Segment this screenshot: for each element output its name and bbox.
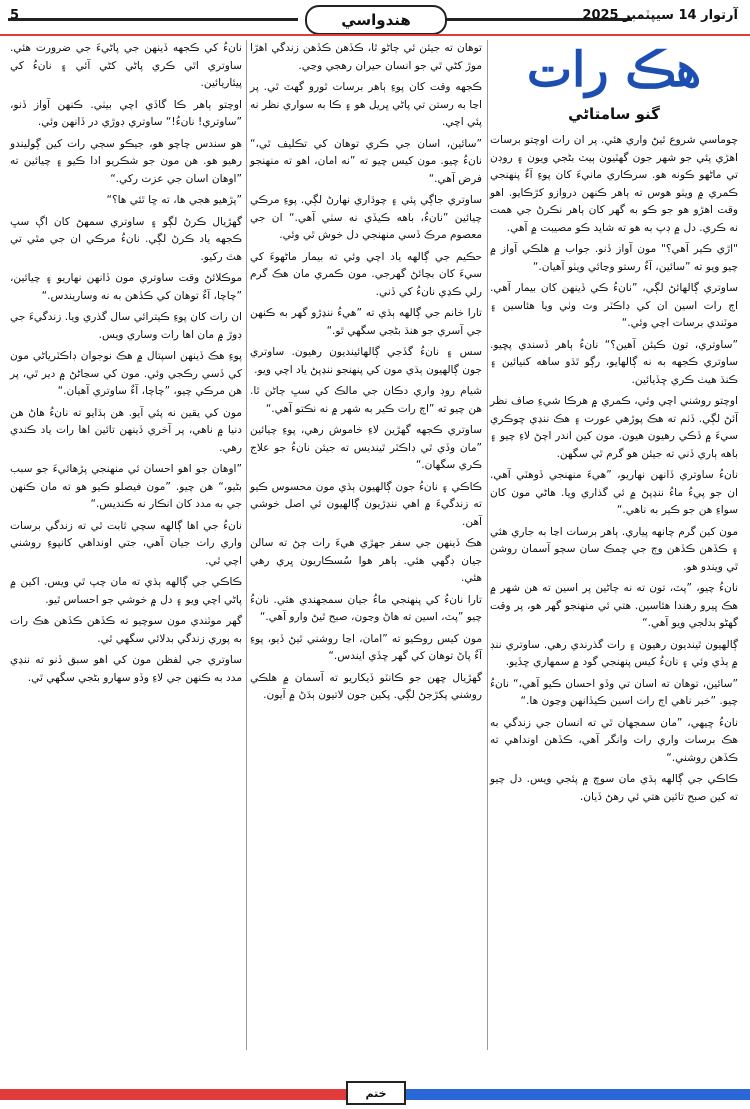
paragraph: حڪيم جي ڳالهه ياد اچي وئي ته بيمار ماڻهوءَ کي سيءَ کان بچائڻ گهرجي. مون ڪمري مان هڪ گرم رلي ڪڍي نانءُ کي ڏني. bbox=[250, 250, 482, 298]
paragraph: ساوتري جي لفظن مون کي اهو سبق ڏنو ته ننڍي مدد به ڪنهن جي لاءِ وڏو سهارو بڻجي سگهي ٿي. bbox=[10, 654, 242, 684]
paragraph: ”سائين، اسان جي ڪري توهان کي تڪليف ٿي،“ نانءُ چيو. مون کيس چيو ته ”نه امان، اهو ته منهنجو فرض آهي.“ bbox=[250, 137, 482, 185]
paragraph: اوچتو روشني اچي وئي، ڪمري ۾ هرڪا شيءِ صاف نظر آئڻ لڳي. ڏٺم ته هڪ پوڙهي عورت ۽ هڪ ننڍي ڇوڪري سيءَ ۾ ڏڪي رهيون هيون. مون کين اندر اچڻ لاءِ چيو ۽ باهه ٻاري ڏني ته جيئن هو گرم ٿي سگهن. bbox=[490, 395, 738, 460]
page-header bbox=[0, 0, 750, 36]
paragraph: ”سائين، توهان ته اسان تي وڏو احسان ڪيو آهي،“ نانءُ چيو. ”خبر ناهي اڄ رات اسين ڪيڏانهن وڃون ها.“ bbox=[490, 677, 738, 707]
paragraph: ڪاڪي ۽ نانءُ جون ڳالهيون ٻڌي مون محسوس ڪيو ته زندگيءَ ۾ اهي ننڍڙيون ڳالهيون ئي اصل خوشي آهن. bbox=[250, 480, 482, 528]
paragraph: ساوتري ڳالهائڻ لڳي، ”نانءُ ڪي ڏينهن کان بيمار آهي. اڄ رات اسين ان کي ڊاڪٽر وٽ وٺي ويا هئاسين ۽ موٽندي برسات اچي وئي.“ bbox=[490, 282, 738, 329]
paragraph: نانءُ ساوتري ڏانهن نهاريو، ”هيءَ منهنجي ڏوهٽي آهي. ان جو پيءُ ماءُ ننڍپڻ ۾ ئي گذاري ويا. هاڻي مون کان سواءِ هن جو ڪير به ناهي.“ bbox=[490, 469, 738, 516]
paragraph: هڪ ڏينهن جي سفر جهڙي هيءَ رات ڄڻ ته سالن جيان ڊگهي هئي. ٻاهر هوا سُسڪاريون ڀري رهي هئي. bbox=[250, 537, 482, 584]
paragraph: "اڙي ڪير آهي؟" مون آواز ڏنو. جواب ۾ هلڪي آواز ۾ چيو ويو ته ”سائين، آءٌ رستو وڃائي ويٺو آهيان.“ bbox=[490, 243, 738, 273]
middle-column bbox=[250, 40, 482, 709]
paragraph: تارا نانءُ کي پنهنجي ماءُ جيان سمجهندي هئي. نانءُ چيو ”پٽ، اسين ته هاڻ وڃون، صبح ٿيڻ وارو آهي.“ bbox=[250, 593, 482, 623]
footer-blue-bar bbox=[364, 1089, 750, 1100]
issue-date: آرتوار 14 سيپٽمبر 2025 bbox=[582, 8, 738, 23]
column-divider-right bbox=[487, 40, 488, 1050]
left-column bbox=[10, 40, 242, 691]
right-column bbox=[490, 40, 738, 810]
paragraph: شيام روڊ واري دڪان جي مالڪ کي سڀ ڄاڻن ٿا. هن چيو ته ”اڄ رات ڪير به شهر ۾ نه نڪتو آهي.“ bbox=[250, 385, 482, 415]
header-red-rule bbox=[0, 34, 750, 36]
paragraph: پوءِ هڪ ڏينهن اسپتال ۾ هڪ نوجوان ڊاڪٽرياڻي مون کي ڏسي رڪجي وئي. مون کي سڃاڻڻ ۾ دير ٿي، پر هن مرڪي چيو، ”چاچا، آءٌ ساوتري آهيان.“ bbox=[10, 350, 242, 397]
paragraph: نانءُ کي ڪجهه ڏينهن جي پاڻيءَ جي ضرورت هئي. ساوتري اٿي ڪري پاڻي کڻي آئي ۽ نانءُ کي پيئاريائين. bbox=[10, 42, 242, 89]
paragraph: مون کين گرم چانهه پياري. ٻاهر برسات اڃا به جاري هئي ۽ ڪڏهن ڪڏهن وڄ جي چمڪ سان سڄو آسمان روشن ٿي ويندو هو. bbox=[490, 525, 738, 573]
paragraph: هو سندس چاچو هو، جيڪو سڄي رات کين ڳوليندو رهيو هو. هن مون جو شڪريو ادا ڪيو ۽ چيائين ته ”اوهان اسان جي عزت رکي.“ bbox=[10, 137, 242, 185]
paragraph: تارا خانم جي ڳالهه ٻڌي ته ”هيءُ ننڍڙو گهر به ڪنهن جي آسري جو هنڌ بڻجي سگهي ٿو.“ bbox=[250, 307, 482, 337]
paragraph: نانءُ چيو، ”پٽ، تون ته نه ڄاڻين پر اسين ته هن شهر ۾ هڪ ڀيرو رهندا هئاسين. هتي ئي منهنجو گهر هو، پر وقت گهڻو بدلجي ويو آهي.“ bbox=[490, 582, 738, 629]
end-mark-icon: ختم bbox=[346, 1081, 406, 1105]
paragraph: ان رات کان پوءِ ڪيترائي سال گذري ويا. زندگيءَ جي ڊوڙ ۾ مان اها رات وساري ويس. bbox=[10, 311, 242, 341]
paragraph: ڪاڪي جي ڳالهه ٻڌي ته مان چپ ٿي ويس. اکين ۾ پاڻي اچي ويو ۽ دل ۾ خوشي جو احساس ٿيو. bbox=[10, 576, 242, 606]
page-number: 5 bbox=[10, 8, 20, 23]
newspaper-logo: هندواسي bbox=[305, 5, 447, 35]
paragraph: موڪلائڻ وقت ساوتري مون ڏانهن نهاريو ۽ چيائين، ”چاچا، آءٌ توهان کي ڪڏهن به نه وساريندس.“ bbox=[10, 272, 242, 302]
paragraph: گهڙيال ڪرڻ لڳو ۽ ساوتري سمهڻ کان اڳ سڀ ڪجهه ياد ڪرڻ لڳي. نانءُ مرڪي ان جي مٿي تي هٿ رکيو. bbox=[10, 215, 242, 263]
paragraph: ڳالهيون ٿينديون رهيون ۽ رات گذرندي رهي. ساوتري ننڊ ۾ ٻڏي وئي ۽ نانءُ کيس پنهنجي گود ۾ سمهاري ڇڏيو. bbox=[490, 638, 738, 668]
middle-column-body bbox=[250, 40, 482, 705]
column-divider-left bbox=[246, 40, 247, 1050]
paragraph: مون کي يقين نه پئي آيو. هن ٻڌايو ته نانءُ هاڻ هن دنيا ۾ ناهي، پر آخري ڏينهن تائين اها رات ياد ڪندي رهي. bbox=[10, 406, 242, 454]
paragraph: نانءُ ڇيهي، ”مان سمجهان ٿي ته انسان جي زندگي به هڪ برسات واري رات وانگر آهي، ڪڏهن اونداهي ته ڪڏهن روشني.“ bbox=[490, 716, 738, 764]
page-footer bbox=[0, 1075, 750, 1105]
paragraph: ڪجهه وقت کان پوءِ ٻاهر برسات ٿورو گهٽ ٿي. پر اڃا به رستن تي پاڻي ڀريل هو ۽ ڪا به سواري نظر نه پئي اچي. bbox=[250, 81, 482, 128]
paragraph: ساوتري جاڳي پئي ۽ چوڌاري نهارڻ لڳي. پوءِ مرڪي چيائين ”نانءُ، باهه ڪيڏي نه سٺي آهي.“ ان جي معصوم مرڪ ڏسي منهنجي دل خوش ٿي وئي. bbox=[250, 194, 482, 241]
paragraph: اوچتو ٻاهر ڪا گاڏي اچي بيٺي. ڪنهن آواز ڏنو، ”ساوتري! نانءُ!“ ساوتري ڊوڙي در ڏانهن وئي. bbox=[10, 98, 242, 128]
paragraph: ”پڙهيو هجي ها، ته ڇا ٿئي ها؟“ bbox=[106, 194, 242, 206]
right-column-body bbox=[490, 132, 738, 806]
story-author: گنو سامتاڻي bbox=[568, 105, 660, 123]
paragraph: توهان ته جيئن ئي ڄاڻو ٿا، ڪڏهن ڪڏهن زندگي اهڙا موڙ کڻي ٿي جو انسان حيران رهجي وڃي. bbox=[250, 42, 482, 72]
left-column-body bbox=[10, 40, 242, 687]
paragraph: چوماسي شروع ٿيڻ واري هئي. پر ان رات اوچتو برسات اهڙي پئي جو شهر جون گهٽيون ٻيٽ بڻجي ويون ۽ روڊن تي ماڻهو ڪونه هو. سرڪاري مانيءَ کان پوءِ آءٌ پنهنجي ڪمري ۾ ويٺو هوس ته ٻاهر ڪنهن دروازو کڙڪايو. اهو وقت اهڙو هو جو ڪو به گهر کان ٻاهر نڪرڻ جي همت نه ڪري. دل ۾ ڊپ به هو ته شايد ڪو مصيبت ۾ آهي. bbox=[490, 134, 738, 234]
paragraph: مون کيس روڪيو ته ”امان، اڃا روشني ٿيڻ ڏيو، پوءِ آءٌ پاڻ توهان کي گهر ڇڏي ايندس.“ bbox=[250, 632, 482, 662]
paragraph: ”اوهان جو اهو احسان ئي منهنجي پڙهائيءَ جو سبب بڻيو،“ هن چيو. ”مون فيصلو ڪيو هو ته مان ڪنهن جي به مدد کان انڪار نه ڪنديس.“ bbox=[10, 463, 242, 510]
story-title: هڪ رات bbox=[526, 42, 702, 98]
paragraph: ساوتري ڪجهه گهڙين لاءِ خاموش رهي، پوءِ چيائين ”مان وڏي ٿي ڊاڪٽر ٿينديس ته جيئن نانءُ جو علاج ڪري سگهان.“ bbox=[250, 424, 482, 471]
paragraph: گهر موٽندي مون سوچيو ته ڪڏهن ڪڏهن هڪ رات به پوري زندگي بدلائي سگهي ٿي. bbox=[10, 615, 242, 645]
paragraph: نانءُ جي اها ڳالهه سچي ثابت ٿي ته زندگي برسات واري رات جيان آهي، جتي اونداهي کانپوءِ روشني اچي ٿي. bbox=[10, 519, 242, 567]
header-rule-left bbox=[8, 18, 298, 21]
paragraph: ”ساوتري، تون ڪيئن آهين؟“ نانءُ ٻاهر ڏسندي پڇيو. ساوتري ڪجهه به نه ڳالهايو، رڳو ٿڌو ساهه کنيائين ۽ ڪنڌ هيٺ ڪري ڇڏيائين. bbox=[490, 338, 738, 386]
paragraph: ڪاڪي جي ڳالهه ٻڌي مان سوچ ۾ پئجي ويس. دل چيو ته کين صبح تائين هتي ئي رهڻ ڏيان. bbox=[490, 773, 738, 803]
paragraph: سس ۽ نانءُ گڏجي ڳالهائينديون رهيون. ساوتري جون ڳالهيون ٻڌي مون کي پنهنجو ننڍپڻ ياد اچي ويو. bbox=[250, 346, 482, 376]
paragraph: گهڙيال ڇهن جو ڪانٽو ڏيکاريو ته آسمان ۾ هلڪي روشني پکڙجڻ لڳي. پکين جون لاتيون ٻڌڻ ۾ آيون. bbox=[250, 671, 482, 701]
